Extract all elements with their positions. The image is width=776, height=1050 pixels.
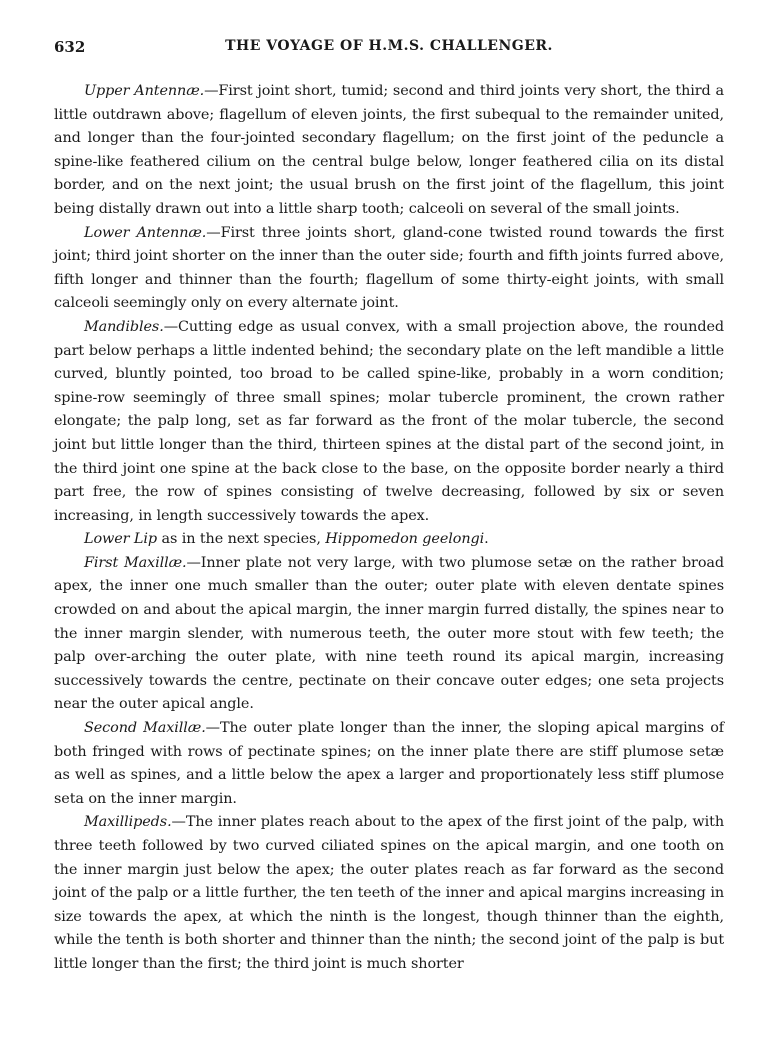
species-name: Hippomedon geelongi <box>325 531 485 548</box>
section-heading: Mandibles. <box>84 318 164 335</box>
paragraph-lower-lip <box>54 528 724 552</box>
page-number: 632 <box>54 38 86 56</box>
section-heading: Upper Antennæ. <box>84 83 205 99</box>
paragraph-upper-antennae <box>54 80 724 222</box>
paragraph-text: —Cutting edge as usual convex, with a small projection above, the rounded part below perhaps a little indented behind; the secondary plate on the left mandible a little curved, bluntly pointed, too broad to be called spine-like, probably in a worn condition; spine-row seemingly of three small spines; molar tubercle prominent, the crown rather elongate; the palp long, set as far forward as the front of the molar tubercle, the second joint but little longer than the third, thirteen spines at the distal part of the second joint, in the third joint one spine at the back close to the base, on the opposite border nearly a third part free, the row of spines consisting of twelve decreasing, followed by six or seven increasing, in length successively towards the apex. <box>54 318 724 524</box>
section-heading: Lower Lip <box>84 531 157 548</box>
paragraph-text-end: . <box>484 531 489 548</box>
paragraph-text: —Inner plate not very large, with two plumose setæ on the rather broad apex, the inner one much smaller than the outer; outer plate with eleven dentate spines crowded on and about the apical margin, the inner margin furred distally, the spines near to the inner margin slender, with numerous teeth, the outer more stout with few teeth; the palp over-arching the outer plate, with nine teeth round its apical margin, increasing successively towards the centre, pectinate on their concave outer edges; one seta projects near the outer apical angle. <box>54 554 724 713</box>
paragraph-mandibles <box>54 316 724 528</box>
section-heading: Second Maxillæ. <box>84 720 206 737</box>
page-header <box>54 38 724 64</box>
paragraph-maxillipeds <box>54 811 724 976</box>
paragraph-text: as in the next species, <box>156 531 326 548</box>
paragraph-first-maxillae <box>54 552 724 717</box>
paragraph-lower-antennae <box>54 222 724 316</box>
section-heading: Lower Antennæ. <box>84 224 207 241</box>
paragraph-text: —First joint short, tumid; second and third joints very short, the third a little outdrawn above; flagellum of eleven joints, the first subequal to the remainder united, and longer than the four-jointed secondary flagellum; on the first joint of the peduncle a spine-like feathered cilium on the central bulge below, longer feathered cilia on its distal border, and on the next joint; the usual brush on the first joint of the flagellum, this joint being distally drawn out into a little sharp tooth; calceoli on several of the small joints. <box>54 83 724 217</box>
paragraph-text: —The outer plate longer than the inner, the sloping apical margins of both fringed with rows of pectinate spines; on the inner plate there are stiff plumose setæ as well as spines, and a little below the apex a larger and proportionately less stiff plumose seta on the inner margin. <box>54 720 724 807</box>
section-heading: Maxillipeds. <box>84 814 172 831</box>
paragraph-second-maxillae <box>54 717 724 811</box>
paragraph-text: —First three joints short, gland-cone twisted round towards the first joint; third joint shorter on the inner than the outer side; fourth and fifth joints furred above, fifth longer and thinner than the fourth; flagellum of some thirty-eight joints, with small calceoli seemingly only on every alternate joint. <box>54 224 724 312</box>
section-heading: First Maxillæ. <box>84 554 187 571</box>
running-title: THE VOYAGE OF H.M.S. CHALLENGER. <box>225 38 553 54</box>
paragraph-text: —The inner plates reach about to the apex of the first joint of the palp, with three teeth followed by two curved ciliated spines on the apical margin, and one tooth on the inner margin just below the apex; the outer plates reach as far forward as the second joint of the palp or a little further, the ten teeth of the inner and apical margins increasing in size towards the apex, at which the ninth is the longest, though thinner than the eighth, while the tenth is both shorter and thinner than the ninth; the second joint of the palp is but little longer than the first; the third joint is much shorter <box>54 814 724 972</box>
